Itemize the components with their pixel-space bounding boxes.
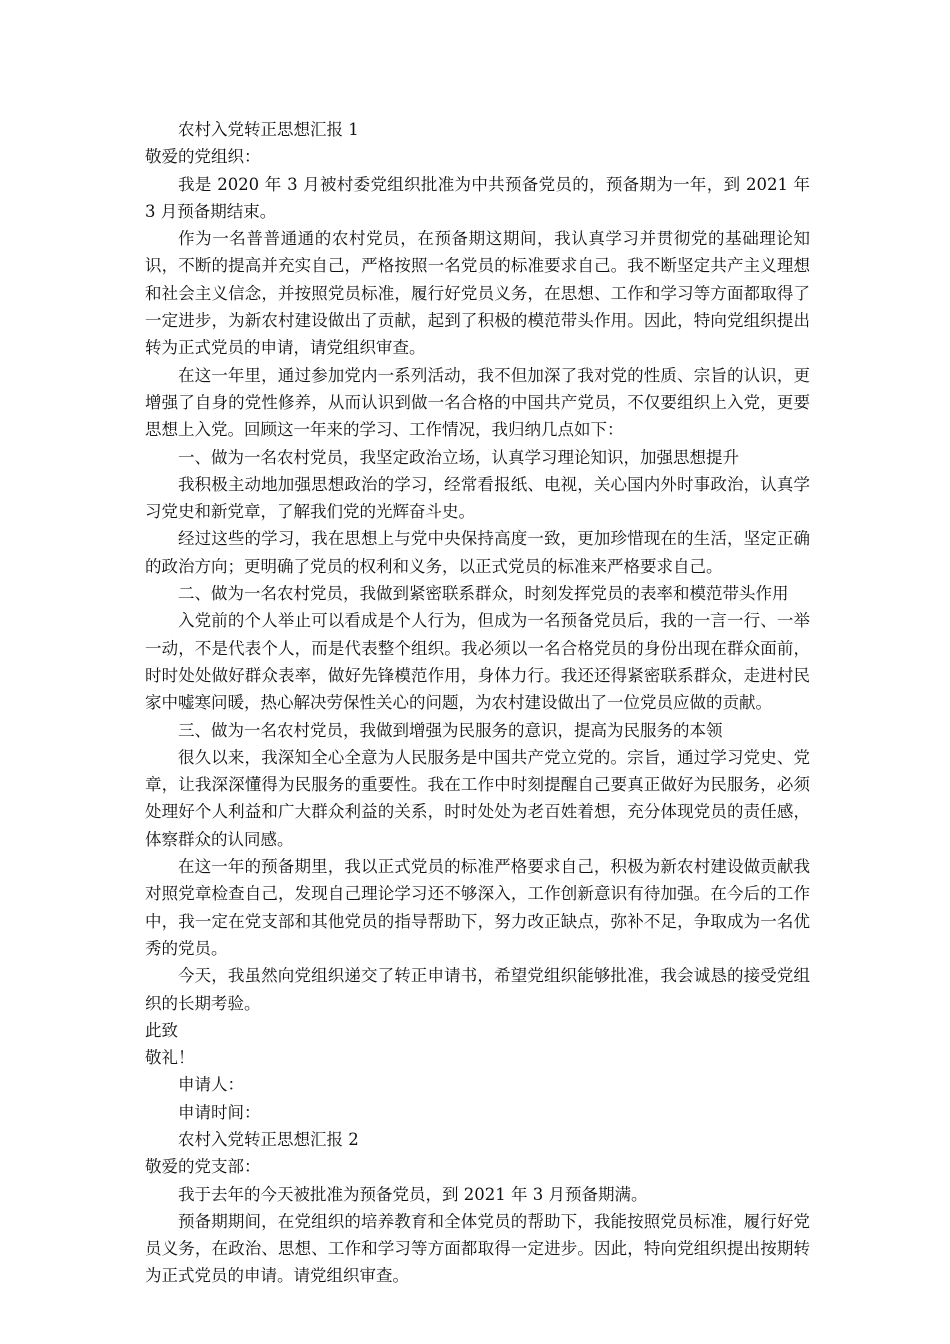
paragraph: 我积极主动地加强思想政治的学习，经常看报纸、电视，关心国内外时事政治，认真学习党史和新党章，了解我们党的光辉奋斗史。 [145, 474, 810, 522]
section-heading-2: 二、做为一名农村党员，我做到紧密联系群众，时刻发挥党员的表率和模范带头作用 [178, 584, 789, 604]
paragraph: 经过这些的学习，我在思想上与党中央保持高度一致，更加珍惜现在的生活，坚定正确的政治方向；更明确了党员的权利和义务，以正式党员的标准来严格要求自己。 [145, 529, 810, 576]
paragraph: 入党前的个人举止可以看成是个人行为，但成为一名预备党员后，我的一言一行、一举一动，不是代表个人，而是代表整个组织。我必须以一名合格党员的身份出现在群众面前，时时处处做好群众表率，做好先锋模范作用，身体力行。我还还得紧密联系群众，走进村民家中嘘寒问暖，热心解决劳保性关心的问题，为农村建设做出了一位党员应做的贡献。 [145, 611, 810, 713]
paragraph: 很久以来，我深知全心全意为人民服务是中国共产党立党的。宗旨，通过学习党史、党章，让我深深懂得为民服务的重要性。我在工作中时刻提醒自己要真正做好为民服务，必须处理好个人利益和广大群众利益的关系，时时处处为老百姓着想，充分体现党员的责任感，体察群众的认同感。 [145, 747, 810, 849]
paragraph: 我是 2020 年 3 月被村委党组织批准为中共预备党员的，预备期为一年，到 2021 年 3 月预备期结束。 [145, 174, 810, 221]
report1-salutation: 敬爱的党组织： [145, 147, 261, 167]
report1-title: 农村入党转正思想汇报 1 [178, 120, 359, 139]
paragraph: 在这一年里，通过参加党内一系列活动，我不但加深了我对党的性质、宗旨的认识，更增强了自身的党性修养，从而认识到做一名合格的中国共产党员，不仅要组织上入党，更要思想上入党。回顾这一年来的学习、工作情况，我归纳几点如下： [145, 365, 810, 440]
closing-line-1: 此致 [145, 1020, 178, 1040]
paragraph: 作为一名普普通通的农村党员，在预备期这期间，我认真学习并贯彻党的基础理论知识，不断的提高并充实自己，严格按照一名党员的标准要求自己。我不断坚定共产主义理想和社会主义信念，并按照党员标准，履行好党员义务，在思想、工作和学习等方面都取得了一定进步，为新农村建设做出了贡献，起到了积极的模范带头作用。因此，特向党组织提出转为正式党员的申请，请党组织审查。 [145, 229, 810, 358]
report2-title: 农村入党转正思想汇报 2 [178, 1129, 359, 1149]
report2-salutation: 敬爱的党支部： [145, 1157, 261, 1177]
apply-time-label: 申请时间： [178, 1102, 261, 1122]
applicant-label: 申请人： [178, 1075, 244, 1095]
paragraph: 今天，我虽然向党组织递交了转正申请书，希望党组织能够批准，我会诚恳的接受党组织的长期考验。 [145, 966, 810, 1013]
section-heading-1: 一、做为一名农村党员，我坚定政治立场，认真学习理论知识，加强思想提升 [178, 447, 739, 467]
paragraph: 我于去年的今天被批准为预备党员，到 2021 年 3 月预备期满。 [178, 1184, 648, 1204]
paragraph: 在这一年的预备期里，我以正式党员的标准严格要求自己，积极为新农村建设做贡献我对照党章检查自己，发现自己理论学习还不够深入，工作创新意识有待加强。在今后的工作中，我一定在党支部和其他党员的指导帮助下，努力改正缺点，弥补不足，争取成为一名优秀的党员。 [145, 857, 810, 958]
closing-line-2: 敬礼！ [145, 1048, 195, 1068]
document-page [145, 116, 810, 1290]
paragraph: 预备期期间，在党组织的培养教育和全体党员的帮助下，我能按照党员标准，履行好党员义务，在政治、思想、工作和学习等方面都取得一定进步。因此，特向党组织提出按期转为正式党员的申请。请党组织审查。 [145, 1211, 810, 1286]
section-heading-3: 三、做为一名农村党员，我做到增强为民服务的意识，提高为民服务的本领 [178, 720, 723, 740]
